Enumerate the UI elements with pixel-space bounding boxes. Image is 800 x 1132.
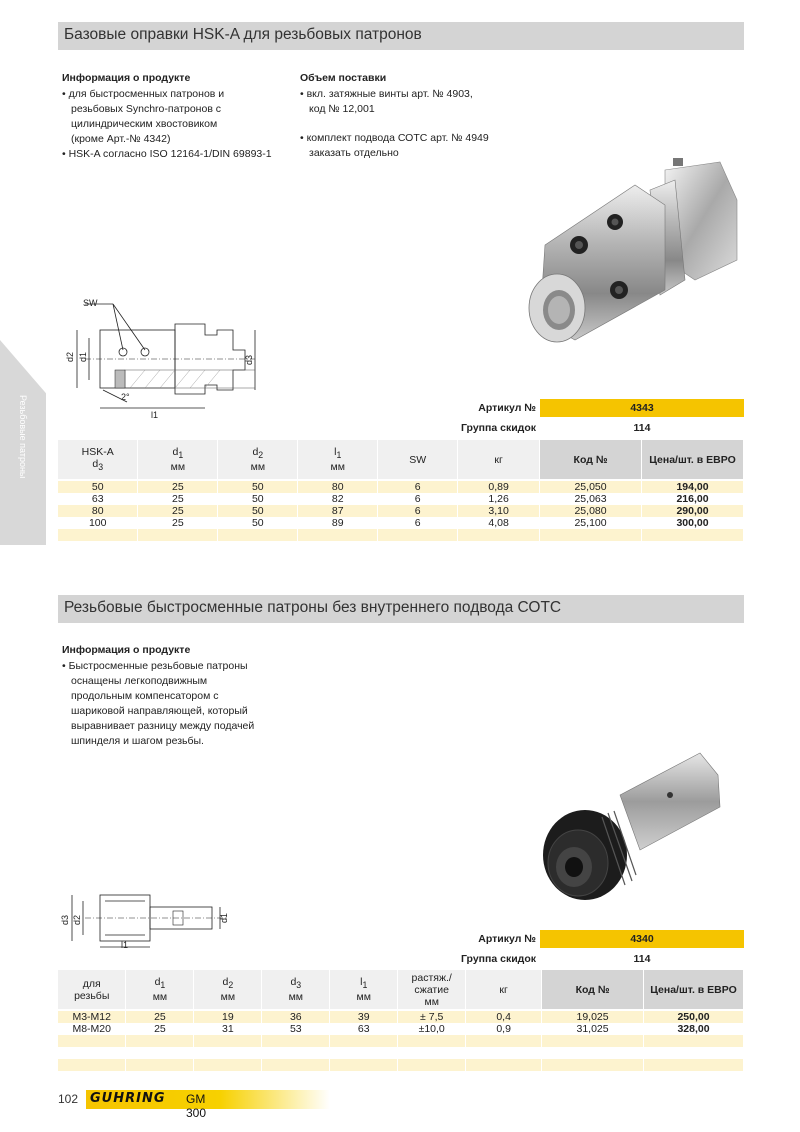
drawing-label-d1: d1 <box>78 351 88 362</box>
product-info <box>62 71 292 162</box>
product-info <box>62 643 302 749</box>
supply-info <box>300 71 530 161</box>
table-row: M3-M12 25 19 36 39 ± 7,5 0,4 19,025 250,00 <box>58 1010 744 1023</box>
table-row: 100 25 50 89 6 4,08 25,100 300,00 <box>58 517 744 529</box>
info-line: выравнивает разницу между подачей <box>71 720 255 732</box>
info-line: шариковой направляющей, который <box>71 705 248 717</box>
drawing-label-d3: d3 <box>244 354 254 365</box>
drawing-label-sw: SW <box>83 298 98 308</box>
table-row-empty <box>58 529 744 541</box>
info-heading: Информация о продукте <box>62 644 191 656</box>
article-row <box>0 399 744 417</box>
table-row: 63 25 50 82 6 1,26 25,063 216,00 <box>58 493 744 505</box>
supply-line: • комплект подвода СОТС арт. № 4949 <box>300 132 489 144</box>
tapping-chuck-table <box>58 970 744 1071</box>
section-title: Базовые оправки HSK-A для резьбовых патронов <box>58 22 744 50</box>
catalog-name: GM 300 <box>186 1092 207 1120</box>
table-row-empty <box>58 1047 744 1059</box>
table-row-empty <box>58 1059 744 1071</box>
brand-logo: GUHRING <box>90 1091 166 1106</box>
table-header: для резьбы $d_1$ мм $d_2$ мм $d_3$ мм $l_1$ мм растяж./ сжатие мм кг Код № Цена/шт. в ЕВРО <box>58 970 744 1010</box>
tapping-chuck-photo <box>530 745 730 910</box>
page-number: 102 <box>58 1092 79 1106</box>
discount-value: 114 <box>633 422 651 434</box>
table-row: M8-M20 25 31 53 63 ±10,0 0,9 31,025 328,00 <box>58 1023 744 1035</box>
info-line: цилиндрическим хвостовиком <box>71 118 218 130</box>
info-line: оснащены легкоподвижным <box>71 675 208 687</box>
section-title: Резьбовые быстросменные патроны без внутреннего подвода СОТС <box>58 595 744 623</box>
drawing-label-l1: l1 <box>121 940 129 950</box>
table-row: 50 25 50 80 6 0,89 25,050 194,00 <box>58 480 744 493</box>
discount-value: 114 <box>633 953 651 965</box>
info-line: шпинделя и шагом резьбы. <box>71 735 204 747</box>
supply-line: • вкл. затяжные винты арт. № 4903, <box>300 88 473 100</box>
info-line: • для быстросменных патронов и <box>62 88 225 100</box>
info-line: • Быстросменные резьбовые патроны <box>62 660 248 672</box>
sidebar-label: Резьбовые патроны <box>18 395 28 479</box>
info-line: (кроме Арт.-№ 4342) <box>71 133 171 145</box>
drawing-label-d2: d2 <box>72 914 82 925</box>
info-line: продольным компенсатором с <box>71 690 219 702</box>
drawing-label-d3: d3 <box>60 914 70 925</box>
hsk-table <box>58 440 744 541</box>
drawing-label-l1: l1 <box>151 410 159 420</box>
article-value: 4343 <box>540 399 744 417</box>
table-header: HSK-A $d_3$ $d_1$ мм $d_2$ мм $l_1$ мм SW кг Код № Цена/шт. в ЕВРО <box>58 440 744 480</box>
article-value: 4340 <box>540 930 744 948</box>
discount-row <box>0 950 744 968</box>
article-label: Артикул № <box>478 933 536 945</box>
article-row <box>0 930 744 948</box>
article-label: Артикул № <box>478 402 536 414</box>
discount-row <box>0 419 744 437</box>
info-heading: Информация о продукте <box>62 72 191 84</box>
info-line: • HSK-A согласно ISO 12164-1/DIN 69893-1 <box>62 148 272 160</box>
drawing-label-angle: 2° <box>121 392 130 402</box>
table-row: 80 25 50 87 6 3,10 25,080 290,00 <box>58 505 744 517</box>
drawing-label-d1: d1 <box>219 912 229 923</box>
drawing-label-d2: d2 <box>65 351 75 362</box>
discount-label: Группа скидок <box>461 953 536 965</box>
info-line: резьбовых Synchro-патронов с <box>71 103 222 115</box>
table-row-empty <box>58 1035 744 1047</box>
hsk-adapter-photo <box>515 150 745 350</box>
supply-heading: Объем поставки <box>300 72 387 84</box>
supply-line: код № 12,001 <box>309 103 375 115</box>
supply-line: заказать отдельно <box>309 147 399 159</box>
discount-label: Группа скидок <box>461 422 536 434</box>
